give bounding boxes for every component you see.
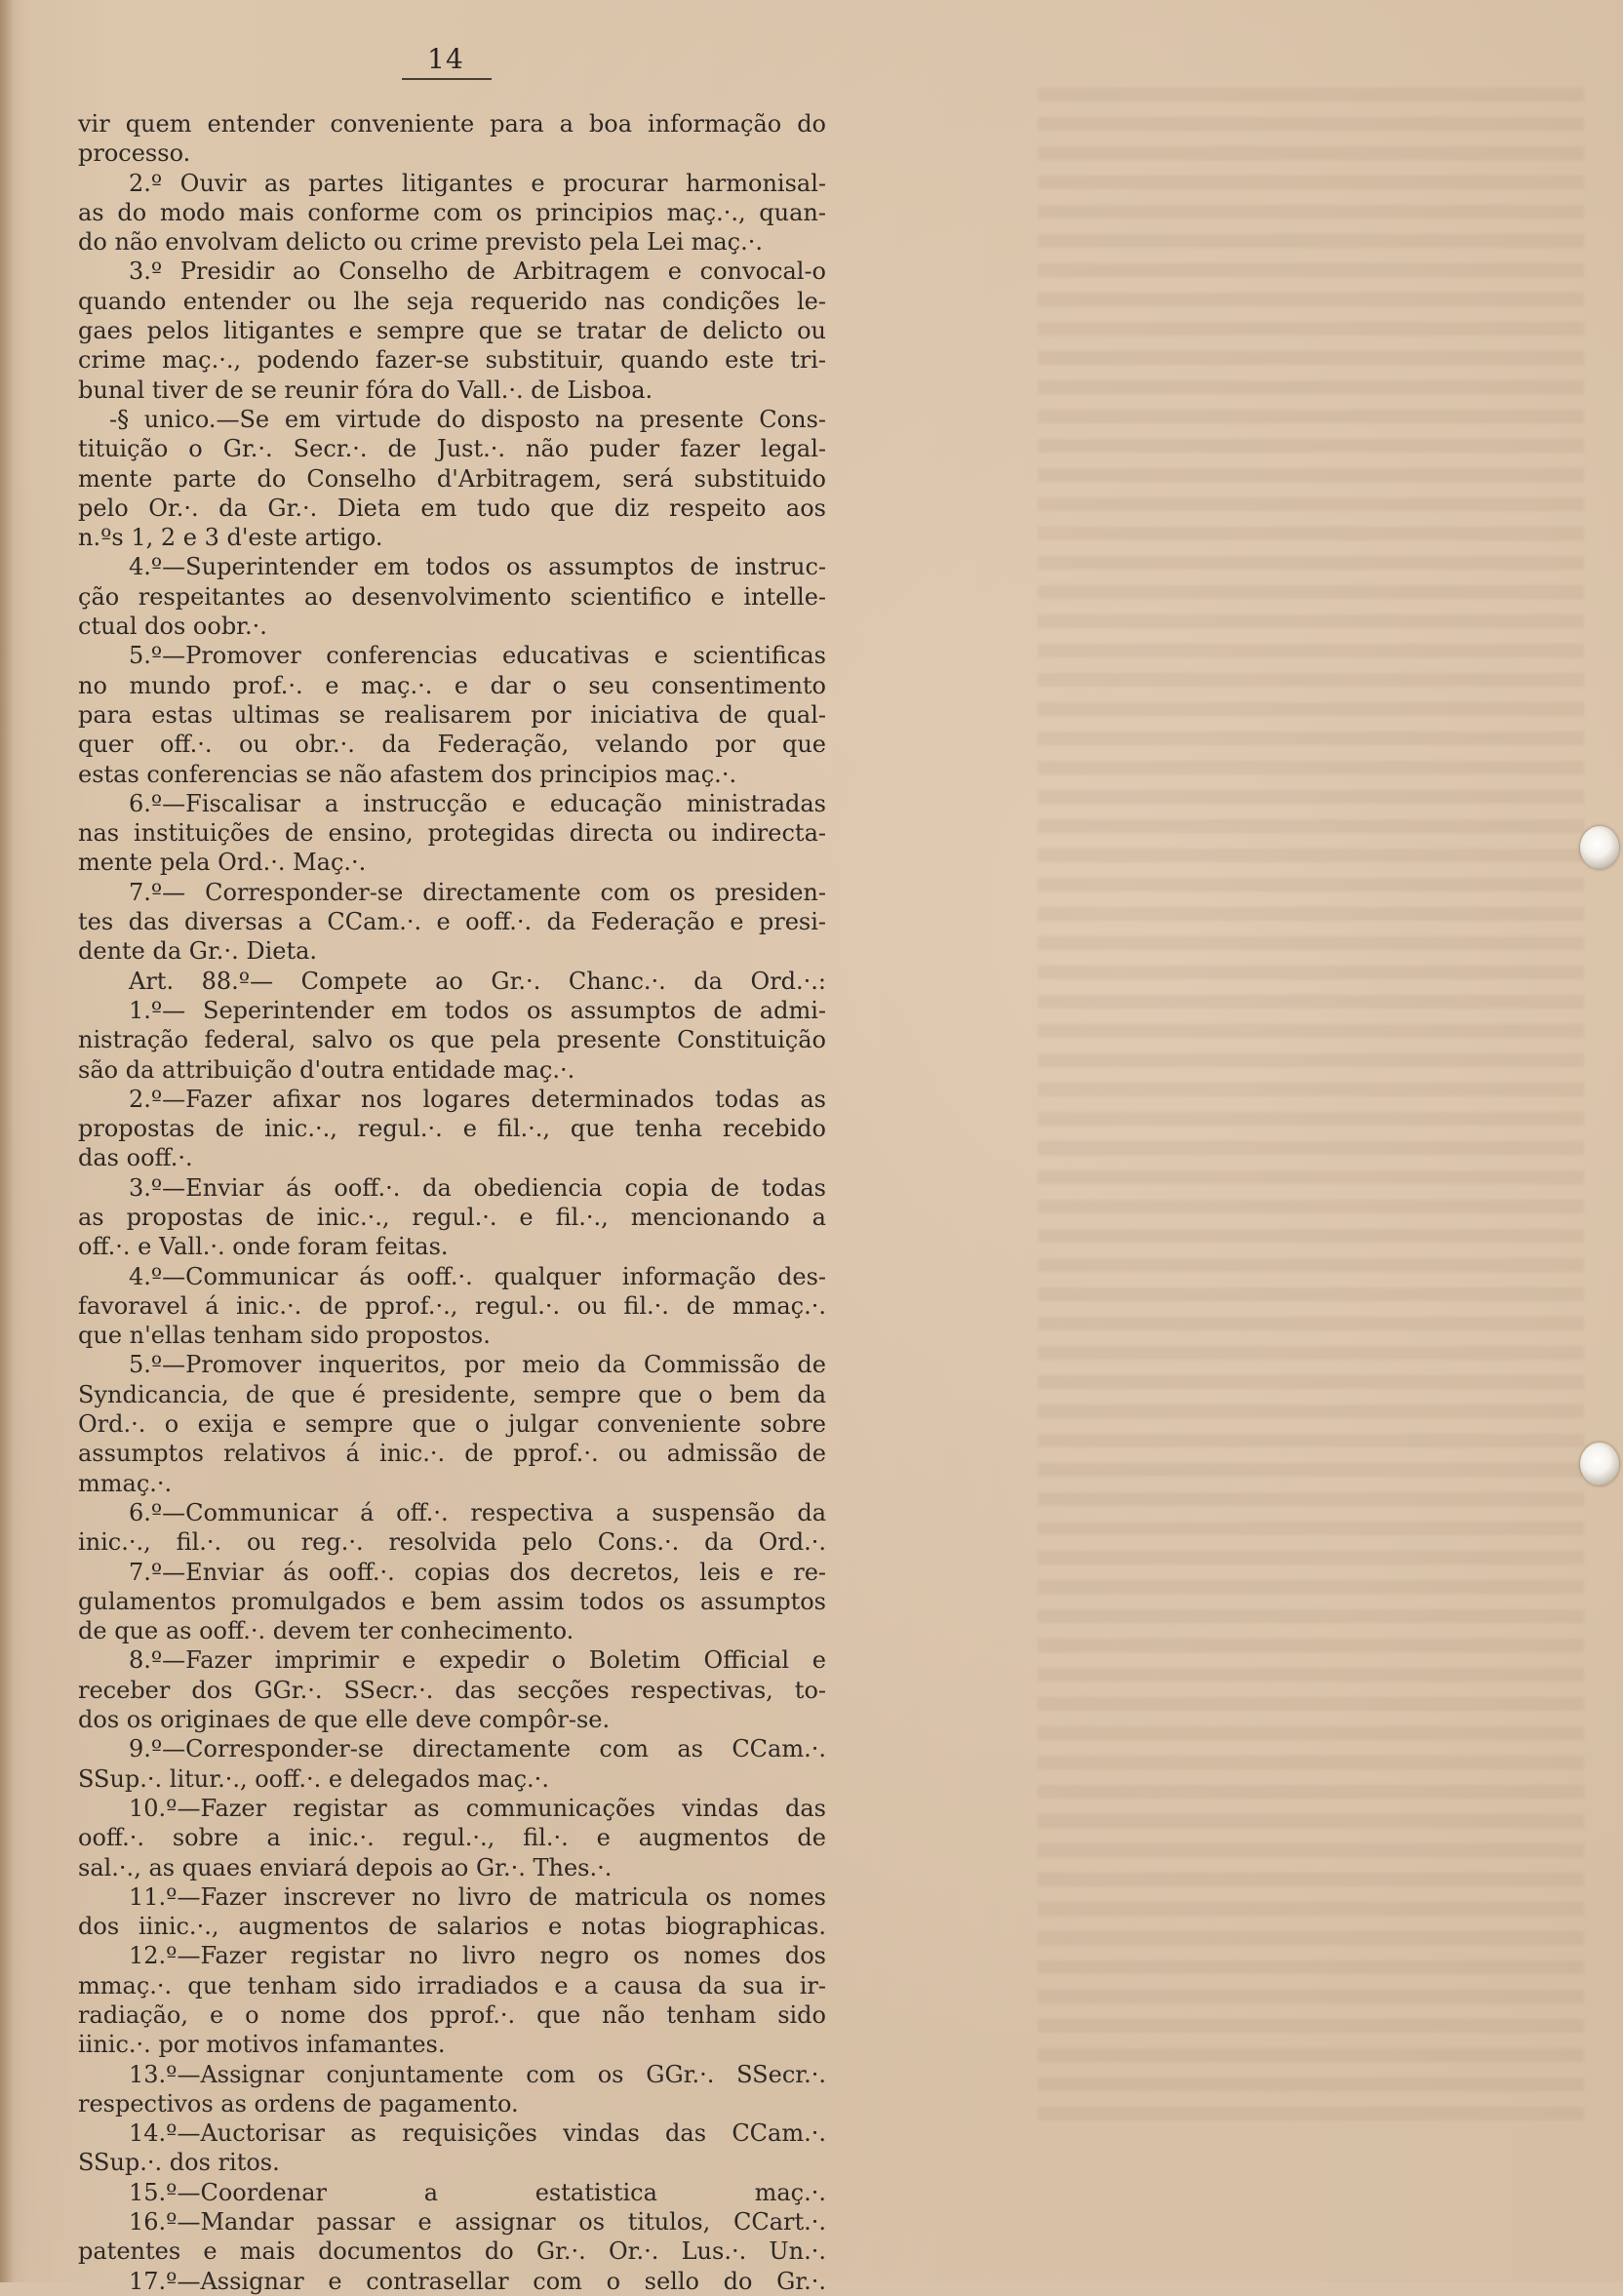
text-line: 17.º—Assignar e contrasellar com o sello do Gr.·. [129, 2267, 826, 2295]
text-line: 8.º—Fazer imprimir e expedir o Boletim Official e [129, 1646, 826, 1675]
text-line: de que as ooff.·. devem ter conhecimento. [78, 1617, 574, 1645]
text-line: ctual dos oobr.·. [78, 613, 267, 641]
text-line: crime maç.·., podendo fazer-se substituir, quando este tri- [78, 346, 826, 375]
text-line: pelo Or.·. da Gr.·. Dieta em tudo que diz respeito aos [78, 494, 826, 522]
text-line: assumptos relativos á inic.·. de pprof.·. ou admissão de [78, 1440, 826, 1468]
text-line: dos iinic.·., augmentos de salarios e notas biographicas. [78, 1913, 826, 1941]
text-line: 13.º—Assignar conjuntamente com os GGr.·. SSecr.·. [129, 2060, 826, 2088]
text-line: 1.º— Seperintender em todos os assumptos de admi- [129, 996, 826, 1024]
text-line: respectivos as ordens de pagamento. [78, 2089, 519, 2118]
text-line: das ooff.·. [78, 1144, 193, 1172]
text-line: vir quem entender conveniente para a boa informação do [78, 110, 826, 138]
text-line: mmaç.·. que tenham sido irradiados e a causa da sua ir- [78, 1971, 826, 1999]
paper-edge [0, 0, 14, 2282]
text-line: 5.º—Promover inqueritos, por meio da Commissão de [129, 1351, 826, 1379]
text-line: no mundo prof.·. e maç.·. e dar o seu consentimento [78, 671, 826, 699]
text-line: 6.º—Fiscalisar a instrucção e educação ministradas [129, 789, 826, 817]
text-line: do não envolvam delicto ou crime previsto pela Lei maç.·. [78, 228, 764, 257]
text-line: tituição o Gr.·. Secr.·. de Just.·. não puder fazer legal- [78, 435, 826, 463]
text-line: favoravel á inic.·. de pprof.·., regul.·. ou fil.·. de mmaç.·. [78, 1291, 826, 1320]
text-line: radiação, e o nome dos pprof.·. que não tenham sido [78, 2001, 826, 2029]
text-line: nas instituições de ensino, protegidas directa ou indirecta- [78, 819, 826, 848]
text-line: que n'ellas tenham sido propostos. [78, 1322, 491, 1350]
text-line: 5.º—Promover conferencias educativas e scientificas [129, 642, 826, 670]
text-line: Ord.·. o exija e sempre que o julgar conveniente sobre [78, 1410, 826, 1439]
text-line: 15.º—Coordenar a estatistica maç.·. [129, 2178, 826, 2206]
text-line: dente da Gr.·. Dieta. [78, 937, 318, 966]
text-line: mmaç.·. [78, 1469, 173, 1497]
text-line: 2.º Ouvir as partes litigantes e procurar harmonisal- [129, 169, 826, 197]
text-line: 4.º—Superintender em todos os assumptos de instruc- [129, 553, 826, 581]
text-line: tes das diversas a CCam.·. e ooff.·. da Federação e presi- [78, 908, 826, 936]
text-line: -§ unico.—Se em virtude do disposto na presente Cons- [109, 405, 826, 433]
text-line: off.·. e Vall.·. onde foram feitas. [78, 1233, 449, 1261]
punch-hole-icon [1580, 826, 1619, 869]
text-line: inic.·., fil.·. ou reg.·. resolvida pelo Cons.·. da Ord.·. [78, 1528, 826, 1557]
page-number-rule [402, 78, 492, 80]
text-column [78, 109, 826, 2296]
text-line: bunal tiver de se reunir fóra do Vall.·. de Lisboa. [78, 376, 653, 404]
text-line: quer off.·. ou obr.·. da Federação, velando por que [78, 731, 826, 759]
text-line: quando entender ou lhe seja requerido nas condições le- [78, 287, 826, 315]
text-line: 9.º—Corresponder-se directamente com as CCam.·. [129, 1735, 826, 1763]
text-line: gaes pelos litigantes e sempre que se tratar de delicto ou [78, 317, 826, 345]
text-line: 12.º—Fazer registar no livro negro os nomes dos [129, 1942, 826, 1970]
text-line: 7.º—Enviar ás ooff.·. copias dos decretos, leis e re- [129, 1558, 826, 1586]
text-line: receber dos GGr.·. SSecr.·. das secções respectivas, to- [78, 1676, 826, 1704]
bleed-through-text [1038, 88, 1584, 2136]
text-line: para estas ultimas se realisarem por iniciativa de qual- [78, 700, 826, 729]
text-line: são da attribuição d'outra entidade maç.·. [78, 1055, 575, 1084]
text-line: nistração federal, salvo os que pela presente Constituição [78, 1026, 826, 1054]
text-line: as propostas de inic.·., regul.·. e fil.·., mencionando a [78, 1203, 826, 1231]
text-line: n.ºs 1, 2 e 3 d'este artigo. [78, 524, 383, 552]
text-line: propostas de inic.·., regul.·. e fil.·., que tenha recebido [78, 1115, 826, 1143]
text-line: as do modo mais conforme com os principios maç.·., quan- [78, 198, 826, 226]
text-line: gulamentos promulgados e bem assim todos os assumptos [78, 1587, 826, 1615]
text-line: 11.º—Fazer inscrever no livro de matricula os nomes [129, 1882, 826, 1911]
text-line: ooff.·. sobre a inic.·. regul.·., fil.·. e augmentos de [78, 1824, 826, 1852]
text-line: SSup.·. litur.·., ooff.·. e delegados maç.·. [78, 1764, 549, 1793]
text-line: dos os originaes de que elle deve compôr-se. [78, 1706, 611, 1734]
punch-hole-icon [1580, 1443, 1619, 1485]
text-line: iinic.·. por motivos infamantes. [78, 2031, 446, 2059]
text-line: 6.º—Communicar á off.·. respectiva a suspensão da [129, 1498, 826, 1526]
text-line: Syndicancia, de que é presidente, sempre que o bem da [78, 1380, 826, 1408]
text-line: ção respeitantes ao desenvolvimento scientifico e intelle- [78, 582, 826, 611]
text-line: 3.º—Enviar ás ooff.·. da obediencia copia de todas [129, 1173, 826, 1202]
text-line: 10.º—Fazer registar as communicações vindas das [129, 1794, 826, 1822]
text-line: 7.º— Corresponder-se directamente com os presiden- [129, 878, 826, 906]
text-line: 3.º Presidir ao Conselho de Arbitragem e convocal-o [129, 257, 826, 286]
text-line: processo. [78, 139, 191, 168]
text-line: Art. 88.º— Compete ao Gr.·. Chanc.·. da Ord.·.: [129, 967, 826, 995]
text-line: mente pela Ord.·. Maç.·. [78, 849, 367, 877]
text-line: 14.º—Auctorisar as requisições vindas das CCam.·. [129, 2119, 826, 2148]
text-line: 4.º—Communicar ás ooff.·. qualquer informação des- [129, 1262, 826, 1290]
text-line: estas conferencias se não afastem dos principios maç.·. [78, 760, 737, 788]
text-line: sal.·., as quaes enviará depois ao Gr.·. Thes.·. [78, 1853, 613, 1881]
text-line: 2.º—Fazer afixar nos logares determinados todas as [129, 1085, 826, 1113]
text-line: 16.º—Mandar passar e assignar os titulos, CCart.·. [129, 2208, 826, 2237]
text-line: SSup.·. dos ritos. [78, 2149, 280, 2177]
text-line: patentes e mais documentos do Gr.·. Or.·. Lus.·. Un.·. [78, 2237, 826, 2266]
page-number: 14 [427, 43, 464, 75]
text-line: mente parte do Conselho d'Arbitragem, será substituido [78, 464, 826, 493]
